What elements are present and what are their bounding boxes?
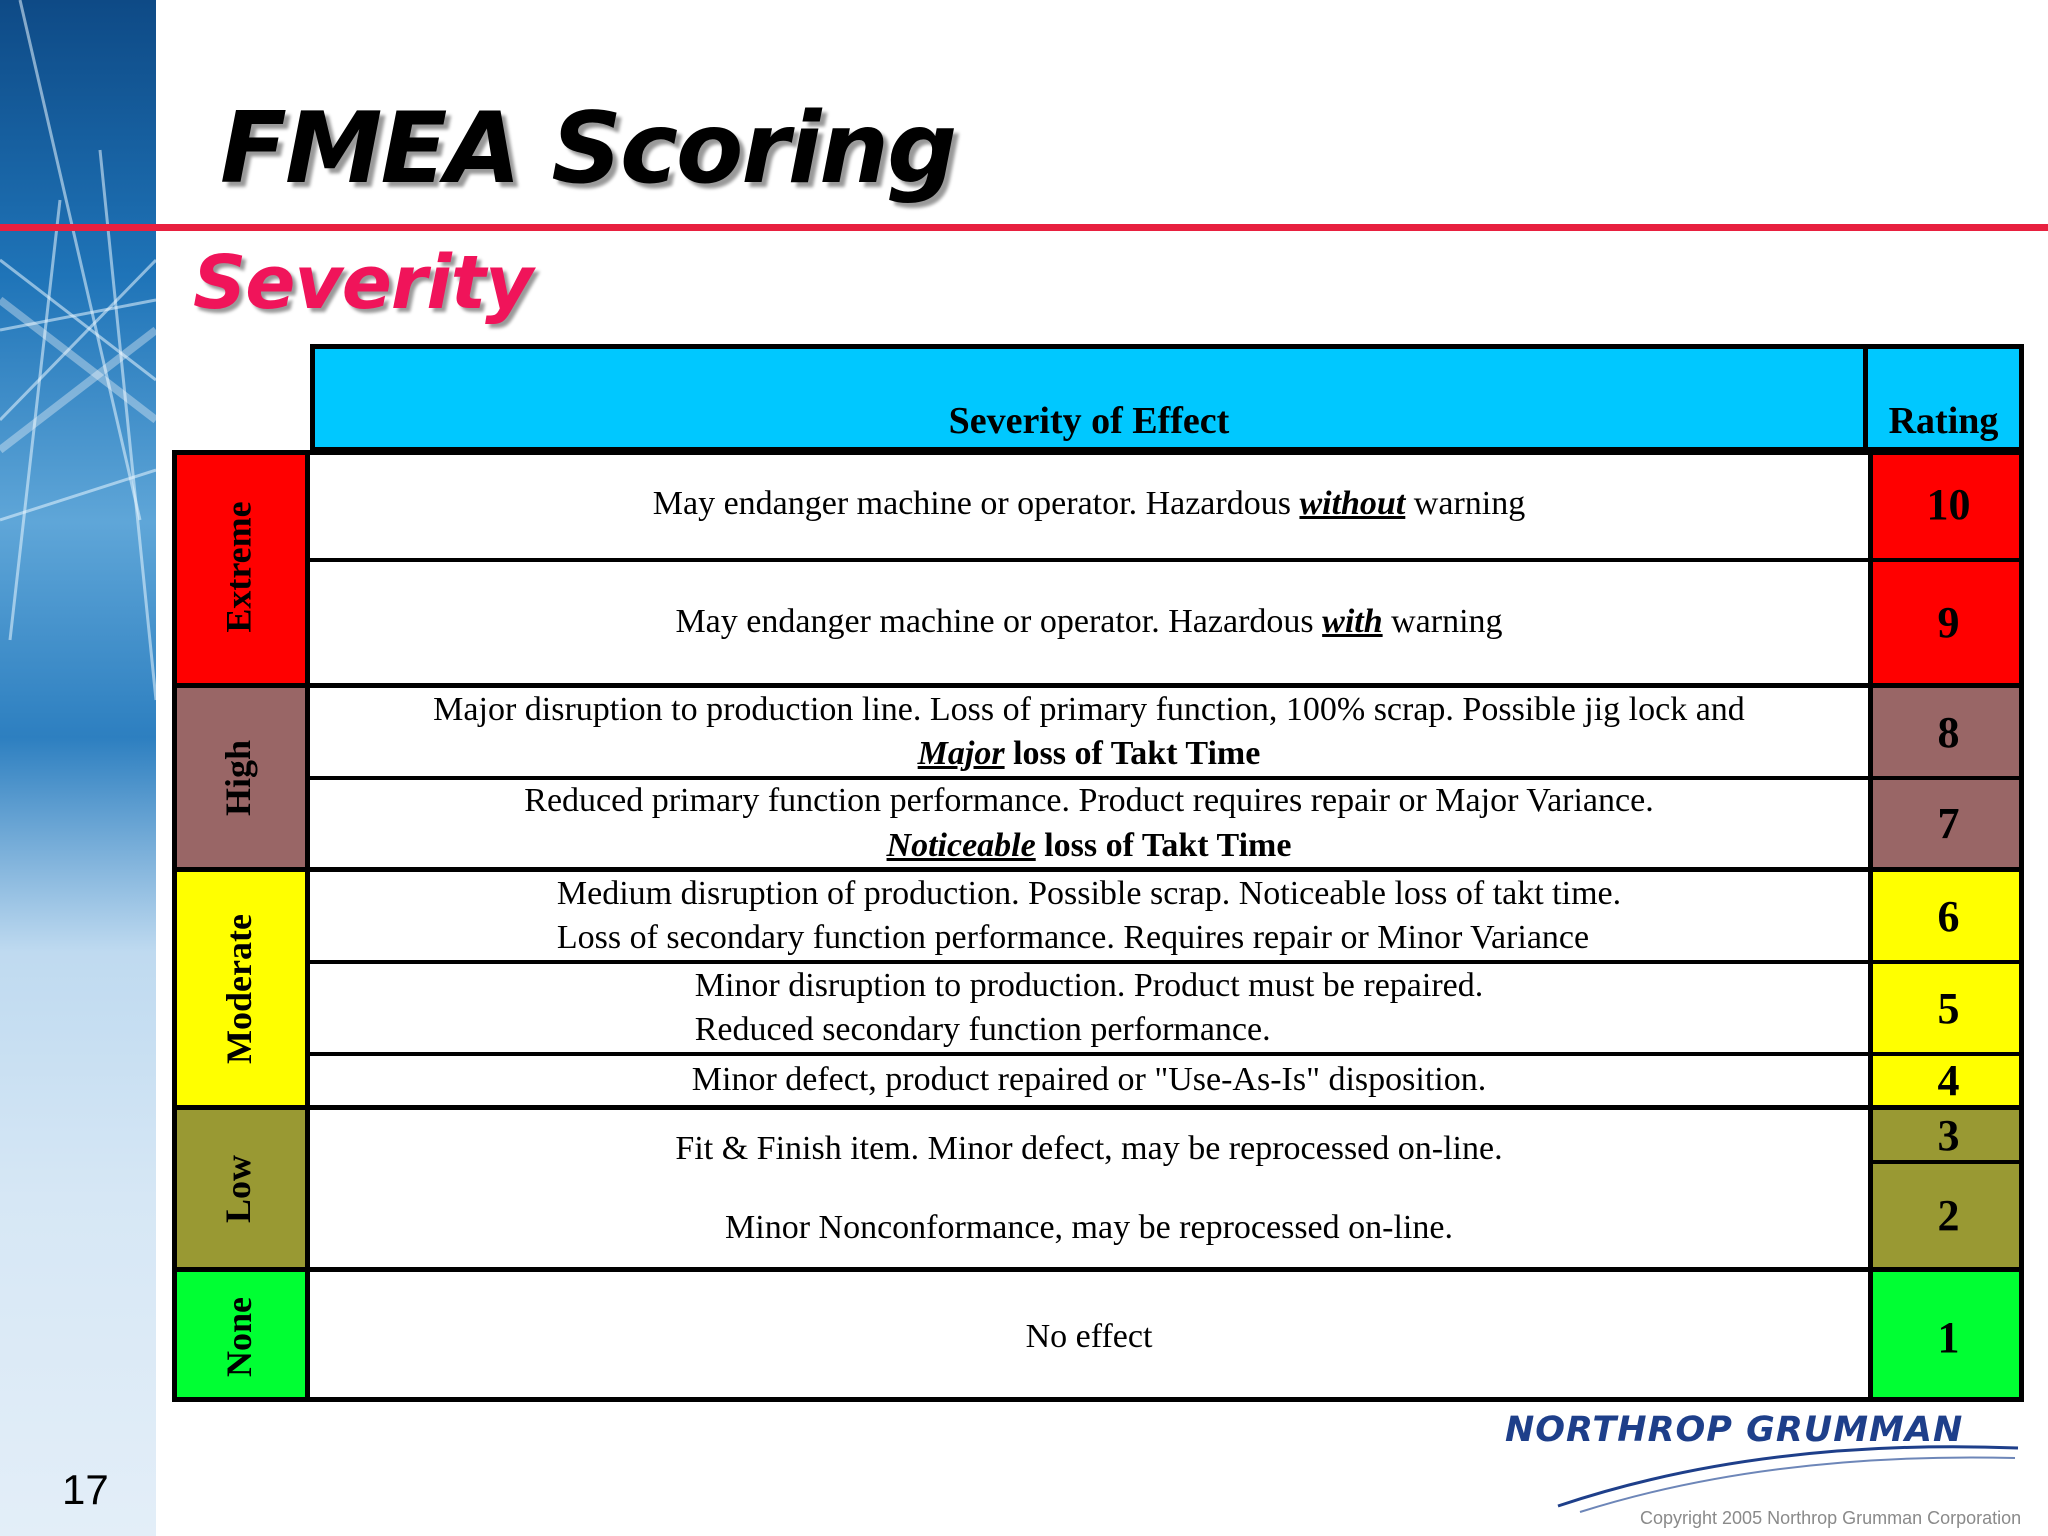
rating-2: [1868, 1164, 2024, 1272]
header-rating-label: Rating: [1888, 400, 1999, 442]
rating-4: [1868, 1056, 2024, 1110]
effect-row-6: [310, 872, 1868, 964]
category-label: Moderate: [218, 913, 259, 1064]
category-label: Low: [218, 1154, 259, 1223]
effect-text: Fit & Finish item. Minor defect, may be reprocessed on-line.: [675, 1130, 1503, 1168]
effect-text-tail: loss of Takt Time: [1035, 826, 1292, 864]
rating-value: 2: [1937, 1191, 1960, 1240]
category-none: [172, 1272, 310, 1402]
effect-text-second: Minor Nonconformance, may be reprocessed on-line.: [725, 1208, 1453, 1246]
rating-value: 5: [1937, 983, 1960, 1033]
category-label: High: [218, 739, 259, 816]
effect-row-10: [310, 450, 1868, 562]
company-logo: NORTHROP GRUMMAN: [1505, 1410, 1964, 1450]
category-label: Extreme: [218, 500, 259, 633]
rating-9: [1868, 562, 2024, 688]
rating-3: [1868, 1110, 2024, 1164]
effect-row-1: [310, 1272, 1868, 1402]
effect-text: May endanger machine or operator. Hazardous: [652, 484, 1300, 522]
effect-text-line2: Reduced secondary function performance.: [694, 1011, 1271, 1048]
header-effect-label: Severity of Effect: [948, 400, 1230, 442]
effect-row-4: [310, 1056, 1868, 1110]
slide-title: FMEA Scoring: [220, 92, 956, 206]
effect-text-tail: warning: [1405, 484, 1526, 522]
effect-text-tail: loss of Takt Time: [1004, 735, 1261, 772]
effect-text: Major disruption to production line. Loss of primary function, 100% scrap. Possible jig lock and: [433, 690, 1745, 728]
rating-1: [1868, 1272, 2024, 1402]
category-extreme: [172, 450, 310, 688]
effect-text: Minor disruption to production. Product must be repaired.: [694, 966, 1484, 1004]
header-rating: [1868, 344, 2024, 452]
rating-value: 8: [1937, 707, 1960, 757]
effect-text: May endanger machine or operator. Hazardous: [675, 603, 1323, 641]
category-low: [172, 1110, 310, 1272]
effect-row-5: [310, 964, 1868, 1056]
effect-text: Minor defect, product repaired or "Use-As-Is" disposition.: [691, 1061, 1487, 1099]
effect-text-line2: Loss of secondary function performance. Requires repair or Minor Variance: [556, 919, 1590, 956]
rating-6: [1868, 872, 2024, 964]
effect-text: No effect: [1025, 1317, 1153, 1355]
effect-emphasis: with: [1322, 603, 1383, 641]
effect-text: Reduced primary function performance. Product requires repair or Major Variance.: [524, 782, 1654, 820]
rating-value: 4: [1937, 1056, 1960, 1105]
effect-text-tail: warning: [1382, 603, 1503, 641]
effect-row-9: [310, 562, 1868, 688]
copyright-notice: Copyright 2005 Northrop Grumman Corporation: [1640, 1508, 2022, 1528]
category-high: [172, 688, 310, 872]
rating-value: 3: [1937, 1110, 1960, 1160]
category-label: None: [218, 1297, 259, 1377]
rating-value: 1: [1937, 1312, 1960, 1362]
title-divider: [0, 224, 2048, 231]
rating-8: [1868, 688, 2024, 780]
rating-value: 6: [1937, 891, 1960, 941]
effect-row-3-2: [310, 1110, 1868, 1272]
rating-7: [1868, 780, 2024, 872]
rating-value: 9: [1937, 598, 1960, 647]
effect-emphasis: without: [1299, 484, 1406, 522]
effect-row-7: [310, 780, 1868, 872]
effect-row-8: [310, 688, 1868, 780]
header-severity-of-effect: [310, 344, 1868, 452]
effect-emphasis: Noticeable: [886, 826, 1036, 864]
effect-emphasis: Major: [917, 735, 1005, 772]
rating-10: [1868, 450, 2024, 562]
rating-value: 10: [1926, 479, 1971, 529]
category-moderate: [172, 872, 310, 1110]
page-number: 17: [62, 1466, 109, 1513]
rating-5: [1868, 964, 2024, 1056]
slide-subtitle: Severity: [193, 240, 533, 326]
rating-value: 7: [1937, 799, 1960, 848]
effect-text: Medium disruption of production. Possible scrap. Noticeable loss of takt time.: [556, 874, 1622, 912]
